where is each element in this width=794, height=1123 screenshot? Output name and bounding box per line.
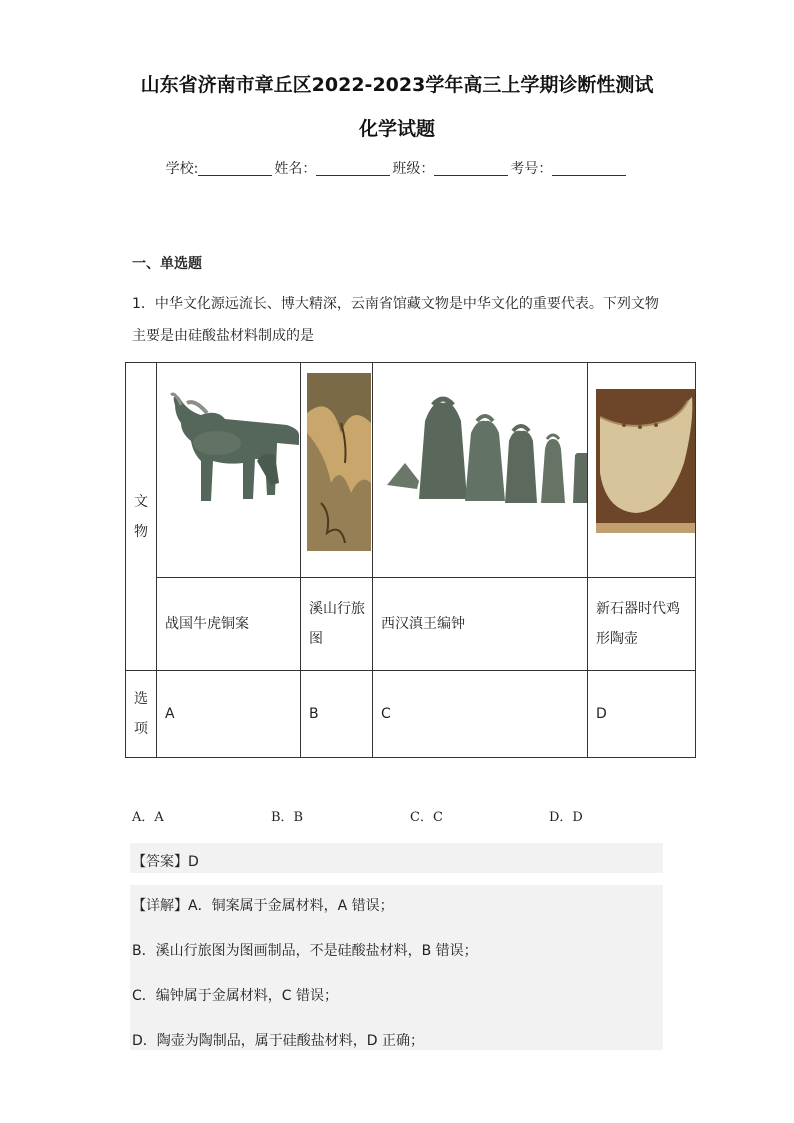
landscape-painting-photo (301, 363, 372, 573)
bronze-bells-photo (373, 363, 587, 573)
answer-line: 【答案】D (132, 854, 199, 870)
detail-line-2: B．溪山行旅图为图画制品，不是硅酸盐材料，B 错误； (132, 943, 478, 959)
image-cell-bronze-ox (157, 363, 301, 578)
artifact-table (125, 362, 696, 758)
question-text-line-1: 1．中华文化源远流长、博大精深，云南省馆藏文物是中华文化的重要代表。下列文物 (132, 296, 659, 312)
document-subtitle: 化学试题 (358, 118, 435, 140)
choice-c[interactable]: C．C (410, 810, 443, 825)
student-info-line (0, 158, 794, 178)
pottery-pot-photo (588, 363, 695, 573)
option-cell-b: B (301, 671, 373, 758)
name-blank (316, 161, 390, 176)
bronze-ox-tiger-table-photo (157, 363, 300, 573)
exam-number-blank (552, 161, 626, 176)
answer-choices (132, 806, 688, 825)
artifact-name-c: 西汉滇王编钟 (373, 578, 588, 671)
school-label: 学校: (165, 161, 199, 177)
option-cell-a: A (157, 671, 301, 758)
detail-line-3: C．编钟属于金属材料，C 错误； (132, 988, 339, 1004)
class-label: 班级： (392, 161, 435, 177)
choice-d[interactable]: D．D (549, 810, 583, 825)
detail-line-4: D．陶壶为陶制品，属于硅酸盐材料，D 正确； (132, 1033, 425, 1049)
artifact-name-d: 新石器时代鸡 形陶壶 (588, 578, 696, 671)
artifact-name-a: 战国牛虎铜案 (157, 578, 301, 671)
detail-line-1: 【详解】A．铜案属于金属材料，A 错误； (132, 898, 394, 914)
row-label-artifact: 文 物 (126, 363, 157, 671)
option-cell-c: C (373, 671, 588, 758)
choice-a[interactable]: A．A (132, 810, 164, 825)
option-cell-d: D (588, 671, 696, 758)
exam-number-label: 考号： (510, 161, 553, 177)
image-cell-pottery (588, 363, 696, 578)
document-title: 山东省济南市章丘区2022-2023学年高三上学期诊断性测试 (140, 74, 654, 96)
section-heading: 一、单选题 (132, 256, 202, 272)
row-label-option: 选 项 (126, 671, 157, 758)
question-text-line-2: 主要是由硅酸盐材料制成的是 (132, 328, 314, 344)
name-label: 姓名： (274, 161, 317, 177)
image-cell-bells (373, 363, 588, 578)
class-blank (434, 161, 508, 176)
school-blank (198, 161, 272, 176)
answer-highlight (130, 843, 663, 873)
choice-b[interactable]: B．B (271, 810, 304, 825)
image-cell-landscape (301, 363, 373, 578)
artifact-name-b: 溪山行旅 图 (301, 578, 373, 671)
